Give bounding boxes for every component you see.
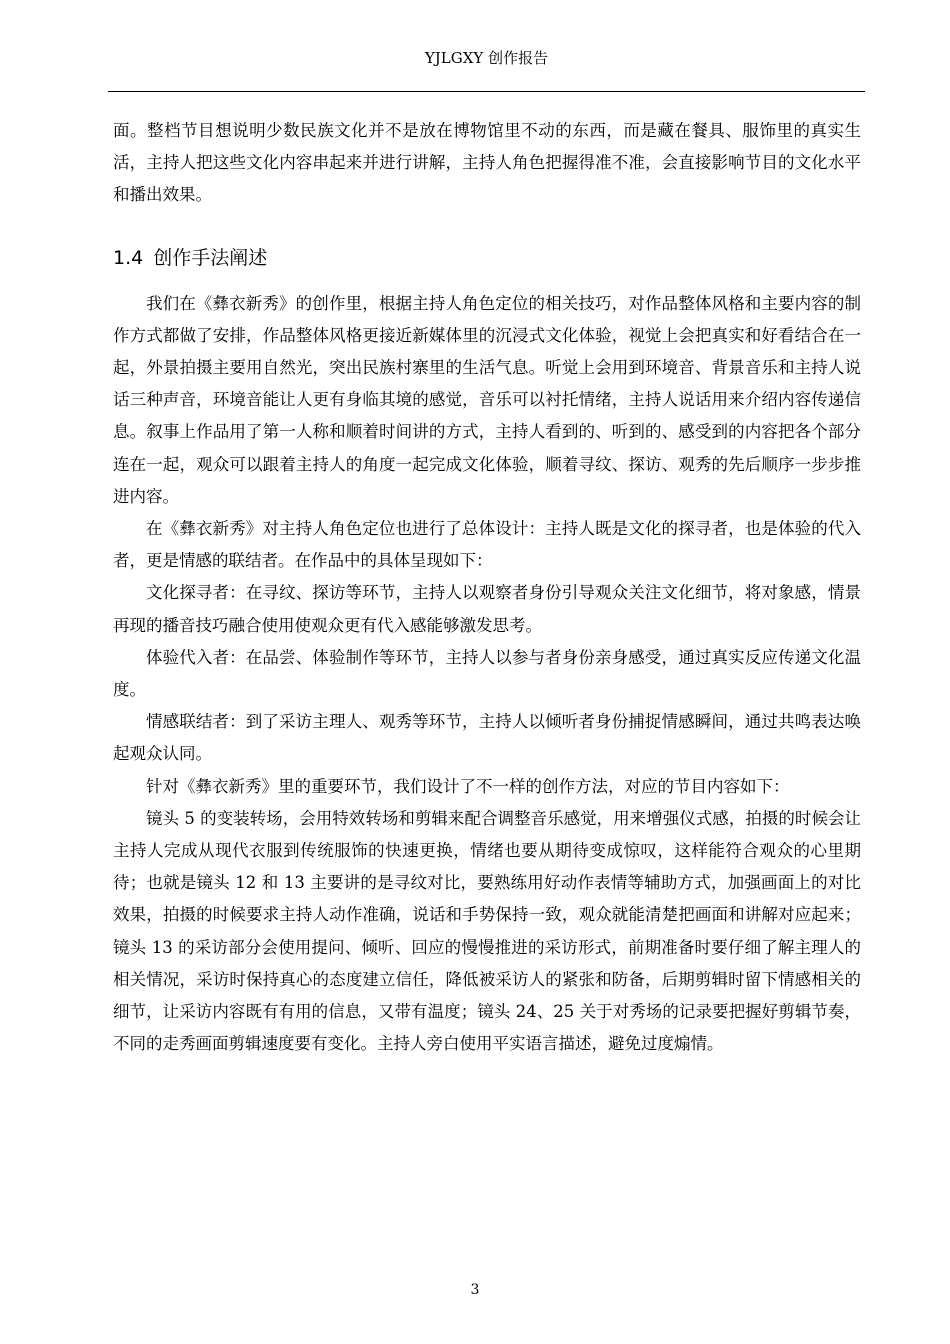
section-heading [113,240,861,276]
paragraph-emotional-connector: 情感联结者：到了采访主理人、观秀等环节，主持人以倾听者身份捕捉情感瞬间，通过共鸣表达唤起观众认同。 [113,712,861,764]
paragraph-shot-details: 镜头 5 的变装转场，会用特效转场和剪辑来配合调整音乐感觉，用来增强仪式感，拍摄的时候会让主持人完成从现代衣服到传统服饰的快速更换，情绪也要从期待变成惊叹，这样能符合观众的心里期待；也就是镜头 12 和 13 主要讲的是寻纹对比，要熟练用好动作表情等辅助方式，加强画面上的对比效果，拍摄的时候要求主持人动作准确，说话和手势保持一致，观众就能清楚把画面和讲解对应起来；镜头 13 的采访部分会使用提问、倾听、回应的慢慢推进的采访形式，前期准备时要仔细了解主理人的相关情况，采访时保持真心的态度建立信任，降低被采访人的紧张和防备，后期剪辑时留下情感相关的细节，让采访内容既有有用的信息，又带有温度；镜头 24、25 关于对秀场的记录要把握好剪辑节奏，不同的走秀画面剪辑速度要有变化。主持人旁白使用平实语言描述，避免过度煽情。 [113,808,861,1054]
section-number: 1.4 [113,246,144,269]
paragraph-key-segments-intro: 针对《彝衣新秀》里的重要环节，我们设计了不一样的创作方法，对应的节目内容如下： [146,776,790,796]
paragraph-host-role-design: 在《彝衣新秀》对主持人角色定位也进行了总体设计：主持人既是文化的探寻者，也是体验的代入者，更是情感的联结者。在作品中的具体呈现如下： [113,519,861,571]
paragraph-cultural-explorer: 文化探寻者：在寻纹、探访等环节，主持人以观察者身份引导观众关注文化细节，将对象感，情景再现的播音技巧融合使用使观众更有代入感能够激发思考。 [113,583,861,635]
page-number: 3 [470,1282,480,1298]
paragraph-style-overview: 我们在《彝衣新秀》的创作里，根据主持人角色定位的相关技巧，对作品整体风格和主要内容的制作方式都做了安排，作品整体风格更接近新媒体里的沉浸式文化体验，视觉上会把真实和好看结合在一起，外景拍摄主要用自然光，突出民族村寨里的生活气息。听觉上会用到环境音、背景音乐和主持人说话三种声音，环境音能让人更有身临其境的感觉，音乐可以衬托情绪，主持人说话用来介绍内容传递信息。叙事上作品用了第一人称和顺着时间讲的方式，主持人看到的、听到的、感受到的内容把各个部分连在一起，观众可以跟着主持人的角度一起完成文化体验，顺着寻纹、探访、观秀的先后顺序一步步推进内容。 [113,293,861,506]
running-header: YJLGXY 创作报告 [424,49,549,67]
header-divider [108,91,865,92]
intro-paragraph: 面。整档节目想说明少数民族文化并不是放在博物馆里不动的东西，而是藏在餐具、服饰里的真实生活，主持人把这些文化内容串起来并进行讲解，主持人角色把握得准不准，会直接影响节目的文化水平和播出效果。 [113,121,861,205]
paragraph-experience-participant: 体验代入者：在品尝、体验制作等环节，主持人以参与者身份亲身感受，通过真实反应传递文化温度。 [113,647,861,700]
section-title: 创作手法阐述 [153,246,268,269]
body-text [113,115,861,1060]
